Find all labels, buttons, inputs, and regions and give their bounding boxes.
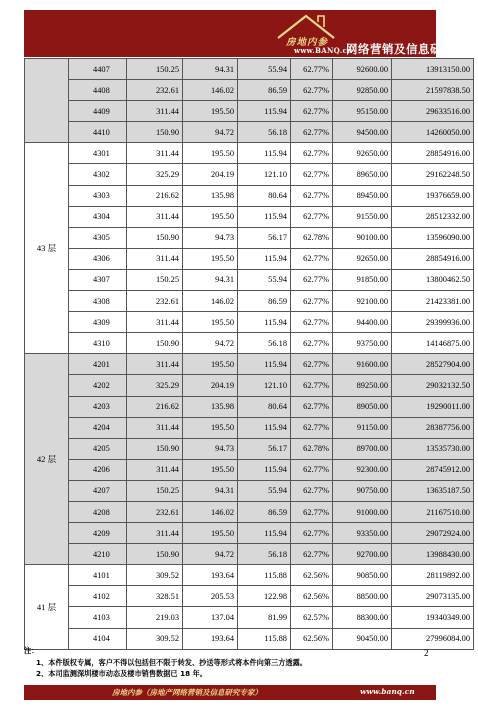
- table-cell: 62.77%: [291, 122, 333, 143]
- table-row: [25, 354, 474, 375]
- table-cell: 90100.00: [333, 227, 392, 248]
- table-row: [25, 248, 474, 269]
- table-cell: 195.50: [183, 523, 238, 544]
- table-cell: 62.56%: [291, 628, 333, 649]
- room-number-cell: 4303: [69, 185, 127, 206]
- table-row: [25, 501, 474, 522]
- room-number-cell: 4305: [69, 227, 127, 248]
- table-row: [25, 565, 474, 586]
- table-cell: 94.73: [183, 227, 238, 248]
- table-cell: 150.90: [127, 227, 183, 248]
- room-number-cell: 4101: [69, 565, 127, 586]
- table-cell: 29073135.00: [392, 586, 474, 607]
- table-cell: 62.77%: [291, 523, 333, 544]
- table-cell: 92300.00: [333, 459, 392, 480]
- table-cell: 21423381.00: [392, 291, 474, 312]
- table-cell: 91150.00: [333, 417, 392, 438]
- table-cell: 92700.00: [333, 544, 392, 565]
- table-cell: 56.17: [238, 438, 291, 459]
- table-cell: 193.64: [183, 565, 238, 586]
- room-number-cell: 4307: [69, 269, 127, 290]
- table-cell: 309.52: [127, 565, 183, 586]
- table-cell: 137.04: [183, 607, 238, 628]
- table-cell: 92600.00: [333, 59, 392, 80]
- table-row: [25, 375, 474, 396]
- table-row: [25, 185, 474, 206]
- room-number-cell: 4205: [69, 438, 127, 459]
- table-cell: 62.77%: [291, 480, 333, 501]
- room-number-cell: 4207: [69, 480, 127, 501]
- table-row: [25, 312, 474, 333]
- table-cell: 14146875.00: [392, 333, 474, 354]
- table-cell: 21597838.50: [392, 80, 474, 101]
- table-cell: 135.98: [183, 396, 238, 417]
- table-cell: 311.44: [127, 459, 183, 480]
- table-cell: 62.77%: [291, 143, 333, 164]
- table-cell: 62.77%: [291, 375, 333, 396]
- notes: [24, 645, 419, 677]
- table-row: [25, 164, 474, 185]
- room-number-cell: 4407: [69, 59, 127, 80]
- footer-brand: 房地内参（房地产网络营销及信息研究专家）: [112, 688, 262, 697]
- table-cell: 62.77%: [291, 544, 333, 565]
- table-cell: 55.94: [238, 269, 291, 290]
- table-cell: 56.18: [238, 544, 291, 565]
- table-cell: 13635187.50: [392, 480, 474, 501]
- table-cell: 56.18: [238, 122, 291, 143]
- table-cell: 150.90: [127, 544, 183, 565]
- room-number-cell: 4409: [69, 101, 127, 122]
- table-cell: 28527904.00: [392, 354, 474, 375]
- table-cell: 89250.00: [333, 375, 392, 396]
- table-row: [25, 101, 474, 122]
- floor-label: 42 层: [25, 354, 69, 565]
- table-cell: 86.59: [238, 501, 291, 522]
- room-number-cell: 4204: [69, 417, 127, 438]
- table-cell: 328.51: [127, 586, 183, 607]
- table-cell: 232.61: [127, 291, 183, 312]
- table-cell: 150.25: [127, 269, 183, 290]
- table-cell: 115.88: [238, 628, 291, 649]
- table-cell: 311.44: [127, 143, 183, 164]
- table-cell: 27996084.00: [392, 628, 474, 649]
- table-cell: 90750.00: [333, 480, 392, 501]
- room-number-cell: 4304: [69, 206, 127, 227]
- table-cell: 219.03: [127, 607, 183, 628]
- table-cell: 115.94: [238, 417, 291, 438]
- table-row: [25, 607, 474, 628]
- table-cell: 195.50: [183, 248, 238, 269]
- table-cell: 311.44: [127, 417, 183, 438]
- table-cell: 150.25: [127, 59, 183, 80]
- table-cell: 14260050.00: [392, 122, 474, 143]
- table-row: [25, 396, 474, 417]
- table-cell: 115.94: [238, 312, 291, 333]
- table-row: [25, 333, 474, 354]
- table-cell: 62.56%: [291, 586, 333, 607]
- table-cell: 13913150.00: [392, 59, 474, 80]
- table-cell: 62.77%: [291, 312, 333, 333]
- table-cell: 90450.00: [333, 628, 392, 649]
- table-cell: 29399936.00: [392, 312, 474, 333]
- table-row: [25, 417, 474, 438]
- logo: [272, 12, 478, 62]
- room-number-cell: 4203: [69, 396, 127, 417]
- table-cell: 88500.00: [333, 586, 392, 607]
- table-cell: 94.72: [183, 333, 238, 354]
- table-cell: 204.19: [183, 164, 238, 185]
- table-cell: 94.73: [183, 438, 238, 459]
- header-title: 网络营销及信息研究专家: [346, 42, 478, 56]
- table-cell: 21167510.00: [392, 501, 474, 522]
- table-cell: 150.25: [127, 480, 183, 501]
- table-row: [25, 586, 474, 607]
- table-cell: 195.50: [183, 417, 238, 438]
- table-cell: 62.77%: [291, 354, 333, 375]
- table-cell: 62.77%: [291, 206, 333, 227]
- table-cell: 193.64: [183, 628, 238, 649]
- table-cell: 195.50: [183, 101, 238, 122]
- table-cell: 195.50: [183, 459, 238, 480]
- table-cell: 62.56%: [291, 565, 333, 586]
- table-cell: 311.44: [127, 312, 183, 333]
- table-row: [25, 269, 474, 290]
- table-cell: 311.44: [127, 248, 183, 269]
- table-cell: 92850.00: [333, 80, 392, 101]
- table-cell: 62.77%: [291, 269, 333, 290]
- table-cell: 91000.00: [333, 501, 392, 522]
- table-cell: 62.77%: [291, 417, 333, 438]
- table-cell: 81.99: [238, 607, 291, 628]
- room-number-cell: 4310: [69, 333, 127, 354]
- floor-label: [25, 59, 69, 143]
- table-cell: 28745912.00: [392, 459, 474, 480]
- room-number-cell: 4102: [69, 586, 127, 607]
- table-cell: 89450.00: [333, 185, 392, 206]
- table-cell: 62.77%: [291, 80, 333, 101]
- table-cell: 94.31: [183, 59, 238, 80]
- price-table: [24, 58, 474, 650]
- footer-banner: [24, 685, 436, 700]
- table-cell: 93350.00: [333, 523, 392, 544]
- table-cell: 91600.00: [333, 354, 392, 375]
- table-row: [25, 206, 474, 227]
- table-cell: 232.61: [127, 501, 183, 522]
- table-row: [25, 459, 474, 480]
- table-cell: 62.78%: [291, 227, 333, 248]
- table-cell: 62.77%: [291, 59, 333, 80]
- room-number-cell: 4410: [69, 122, 127, 143]
- table-row: [25, 143, 474, 164]
- table-cell: 88300.00: [333, 607, 392, 628]
- table-cell: 146.02: [183, 80, 238, 101]
- table-cell: 94.31: [183, 269, 238, 290]
- table-cell: 62.57%: [291, 607, 333, 628]
- table-cell: 13988430.00: [392, 544, 474, 565]
- table-cell: 62.77%: [291, 164, 333, 185]
- floor-label: 43 层: [25, 143, 69, 354]
- table-cell: 62.77%: [291, 459, 333, 480]
- table-cell: 28512332.00: [392, 206, 474, 227]
- logo-brand-name: 房地内参: [286, 37, 329, 48]
- table-cell: 89650.00: [333, 164, 392, 185]
- table-cell: 135.98: [183, 185, 238, 206]
- table-cell: 19376659.00: [392, 185, 474, 206]
- notes-heading: 注：: [24, 646, 39, 655]
- table-cell: 62.77%: [291, 248, 333, 269]
- room-number-cell: 4206: [69, 459, 127, 480]
- table-cell: 309.52: [127, 628, 183, 649]
- table-cell: 56.17: [238, 227, 291, 248]
- table-cell: 86.59: [238, 80, 291, 101]
- table-row: [25, 59, 474, 80]
- table-cell: 311.44: [127, 101, 183, 122]
- table-cell: 28854916.00: [392, 143, 474, 164]
- room-number-cell: 4202: [69, 375, 127, 396]
- table-cell: 62.77%: [291, 185, 333, 206]
- room-number-cell: 4201: [69, 354, 127, 375]
- room-number-cell: 4306: [69, 248, 127, 269]
- table-cell: 311.44: [127, 523, 183, 544]
- table-cell: 195.50: [183, 206, 238, 227]
- table-cell: 29032132.50: [392, 375, 474, 396]
- room-number-cell: 4408: [69, 80, 127, 101]
- footer-url: www.banq.cn: [360, 687, 415, 696]
- table-cell: 325.29: [127, 164, 183, 185]
- table-cell: 13535730.00: [392, 438, 474, 459]
- table-cell: 62.77%: [291, 101, 333, 122]
- room-number-cell: 4308: [69, 291, 127, 312]
- table-row: [25, 291, 474, 312]
- table-cell: 89700.00: [333, 438, 392, 459]
- room-number-cell: 4302: [69, 164, 127, 185]
- table-cell: 94.31: [183, 480, 238, 501]
- table-cell: 115.94: [238, 459, 291, 480]
- table-cell: 95150.00: [333, 101, 392, 122]
- logo-url: www.BANQ.cn: [294, 46, 353, 55]
- table-cell: 115.94: [238, 248, 291, 269]
- table-row: [25, 122, 474, 143]
- table-cell: 94500.00: [333, 122, 392, 143]
- page-number: 2: [424, 648, 429, 658]
- table-row: [25, 80, 474, 101]
- table-cell: 55.94: [238, 480, 291, 501]
- room-number-cell: 4104: [69, 628, 127, 649]
- table-cell: 29072924.00: [392, 523, 474, 544]
- room-number-cell: 4210: [69, 544, 127, 565]
- room-number-cell: 4301: [69, 143, 127, 164]
- table-cell: 94400.00: [333, 312, 392, 333]
- room-number-cell: 4103: [69, 607, 127, 628]
- table-row: [25, 523, 474, 544]
- table-cell: 150.90: [127, 438, 183, 459]
- table-cell: 62.78%: [291, 438, 333, 459]
- table-cell: 93750.00: [333, 333, 392, 354]
- table-cell: 325.29: [127, 375, 183, 396]
- table-cell: 232.61: [127, 80, 183, 101]
- table-cell: 94.72: [183, 544, 238, 565]
- table-row: [25, 227, 474, 248]
- table-cell: 150.90: [127, 122, 183, 143]
- table-cell: 80.64: [238, 396, 291, 417]
- table-cell: 115.94: [238, 143, 291, 164]
- note-item-2: 2、本司监测深圳楼市动态及楼市销售数据已 18 年。: [36, 669, 207, 678]
- table-cell: 13800462.50: [392, 269, 474, 290]
- table-cell: 29633516.00: [392, 101, 474, 122]
- room-number-cell: 4208: [69, 501, 127, 522]
- table-cell: 90850.00: [333, 565, 392, 586]
- table-cell: 115.94: [238, 523, 291, 544]
- table-cell: 91550.00: [333, 206, 392, 227]
- table-cell: 62.77%: [291, 501, 333, 522]
- table-cell: 216.62: [127, 185, 183, 206]
- table-cell: 311.44: [127, 206, 183, 227]
- floor-label: 41 层: [25, 565, 69, 649]
- table-cell: 56.18: [238, 333, 291, 354]
- table-cell: 195.50: [183, 354, 238, 375]
- table-cell: 311.44: [127, 354, 183, 375]
- table-cell: 13596090.00: [392, 227, 474, 248]
- table-cell: 195.50: [183, 312, 238, 333]
- table-cell: 146.02: [183, 291, 238, 312]
- table-cell: 80.64: [238, 185, 291, 206]
- table-cell: 195.50: [183, 143, 238, 164]
- room-number-cell: 4309: [69, 312, 127, 333]
- table-cell: 92100.00: [333, 291, 392, 312]
- table-cell: 115.94: [238, 354, 291, 375]
- table-cell: 28854916.00: [392, 248, 474, 269]
- table-cell: 115.88: [238, 565, 291, 586]
- room-number-cell: 4209: [69, 523, 127, 544]
- table-cell: 55.94: [238, 59, 291, 80]
- table-cell: 92650.00: [333, 143, 392, 164]
- table-cell: 94.72: [183, 122, 238, 143]
- table-cell: 29162248.50: [392, 164, 474, 185]
- table-cell: 122.98: [238, 586, 291, 607]
- table-cell: 19290011.00: [392, 396, 474, 417]
- table-cell: 121.10: [238, 375, 291, 396]
- table-cell: 150.90: [127, 333, 183, 354]
- table-cell: 62.77%: [291, 396, 333, 417]
- table-cell: 19340349.00: [392, 607, 474, 628]
- table-row: [25, 480, 474, 501]
- table-cell: 204.19: [183, 375, 238, 396]
- table-cell: 216.62: [127, 396, 183, 417]
- table-cell: 146.02: [183, 501, 238, 522]
- table-cell: 91850.00: [333, 269, 392, 290]
- table-cell: 62.77%: [291, 333, 333, 354]
- table-row: [25, 544, 474, 565]
- table-cell: 28119892.00: [392, 565, 474, 586]
- table-cell: 115.94: [238, 206, 291, 227]
- table-cell: 205.53: [183, 586, 238, 607]
- table-cell: 89050.00: [333, 396, 392, 417]
- table-cell: 28387756.00: [392, 417, 474, 438]
- table-cell: 121.10: [238, 164, 291, 185]
- table-cell: 62.77%: [291, 291, 333, 312]
- header-banner: [24, 10, 478, 57]
- table-row: [25, 438, 474, 459]
- table-cell: 115.94: [238, 101, 291, 122]
- note-item-1: 1、本件版权专属，客户不得以包括但不限于转发、抄送等形式将本件向第三方透露。: [36, 657, 307, 667]
- table-cell: 92650.00: [333, 248, 392, 269]
- table-cell: 86.59: [238, 291, 291, 312]
